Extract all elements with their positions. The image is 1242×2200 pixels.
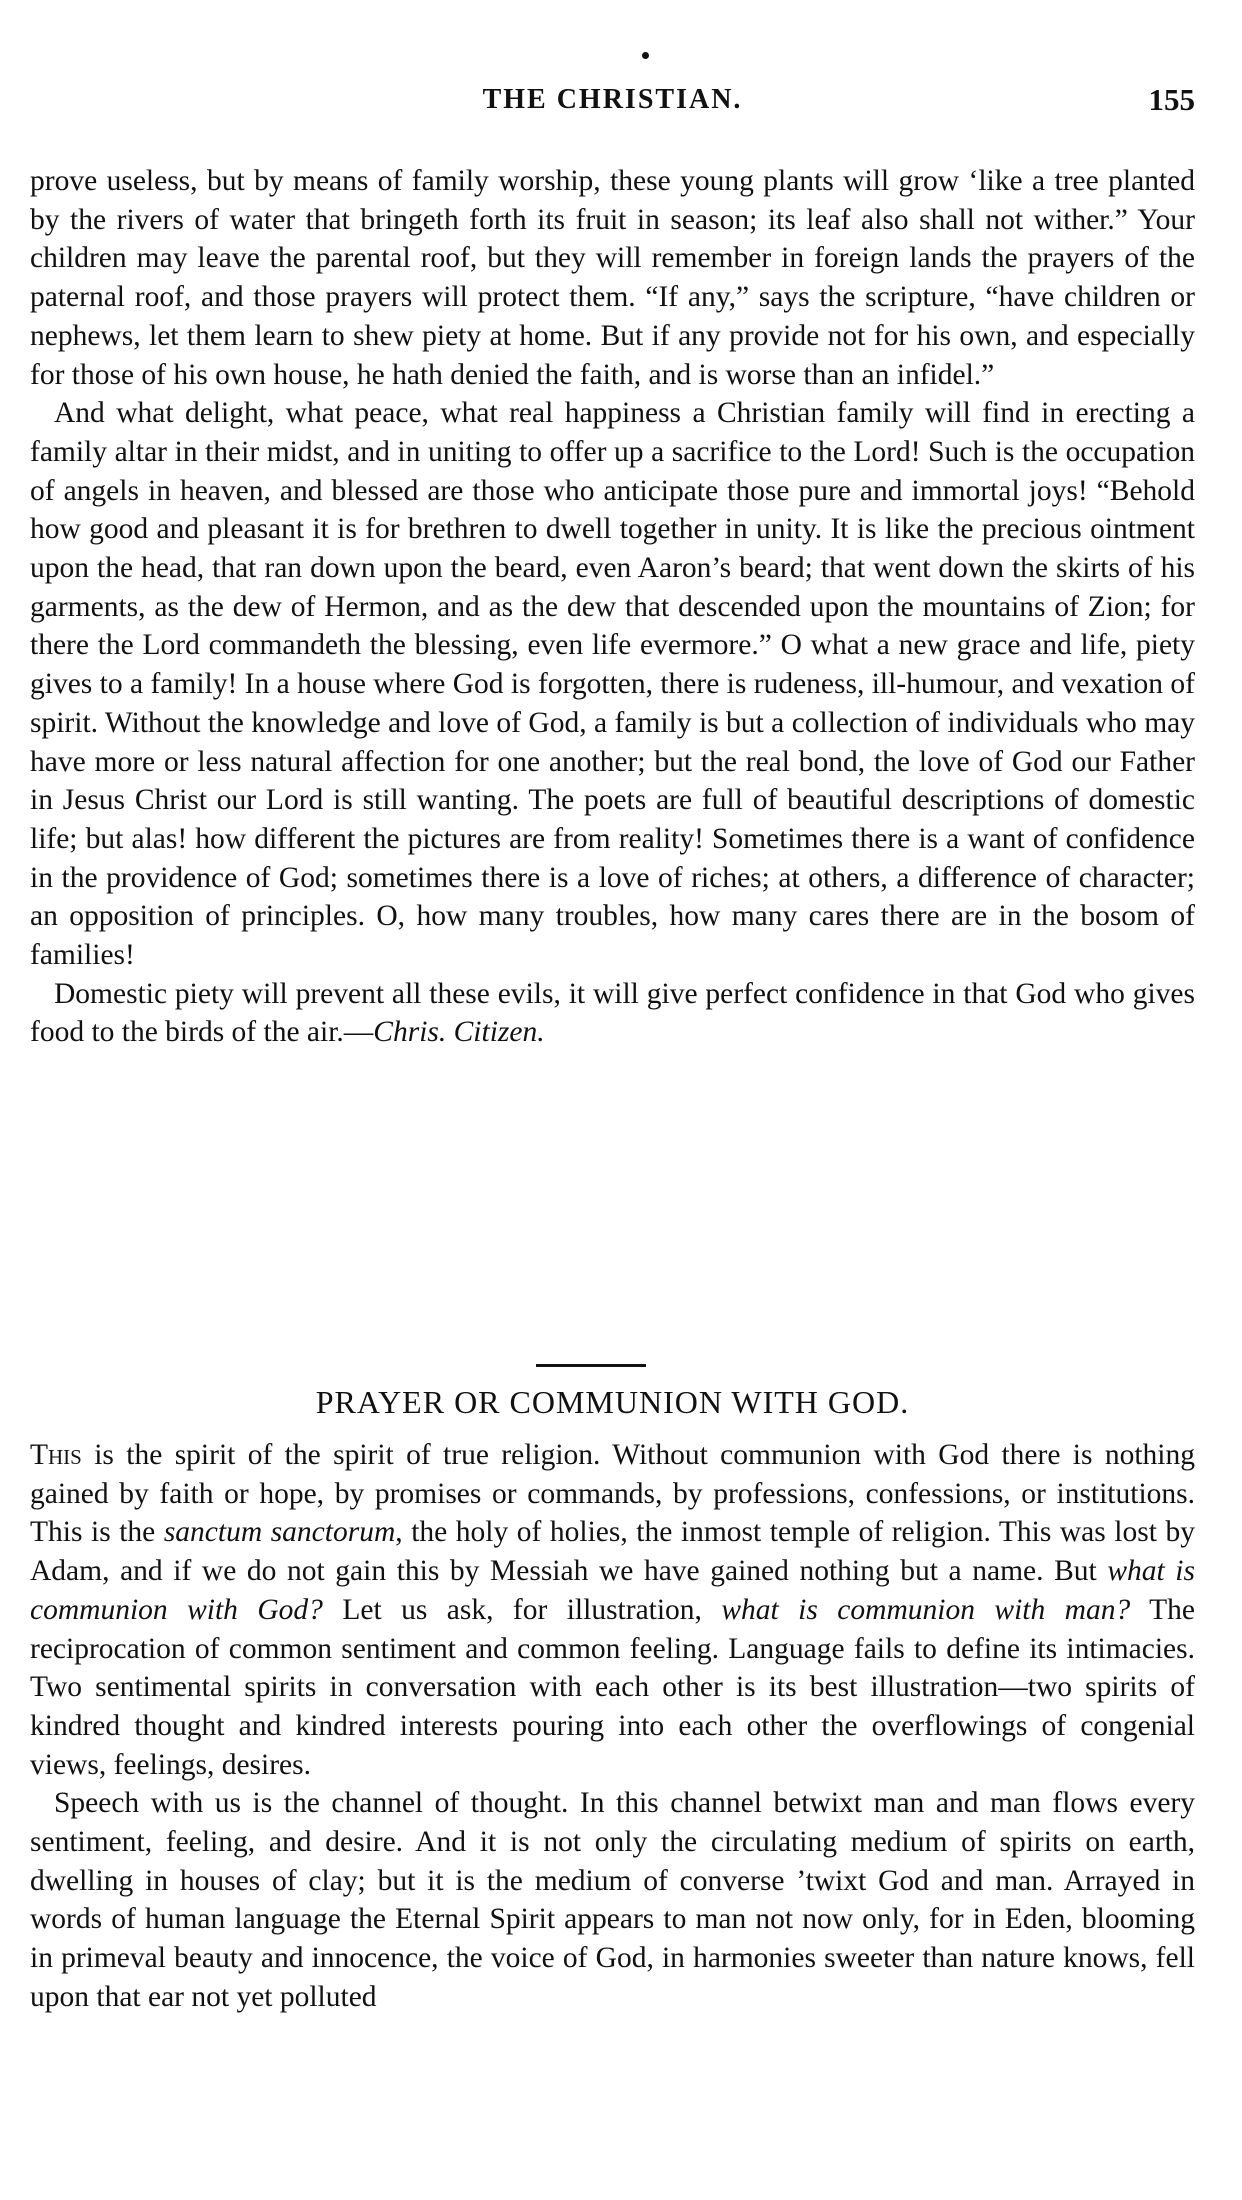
source-attribution: Chris. Citizen.: [373, 1016, 545, 1049]
paragraph-text: , the holy of holies, the inmost temple of religion. This was lost by Adam, and if we do not gain this by Messiah we have gained nothing but a name. But: [30, 1516, 1195, 1588]
article-domestic-piety: [30, 162, 1195, 1052]
article-prayer: [30, 1436, 1195, 2017]
page-header: [30, 84, 1195, 124]
paragraph-text: Domestic piety will prevent all these evils, it will give perfect confidence in that God who gives food to the birds of the air.—: [30, 977, 1195, 1049]
lead-word: This: [30, 1439, 82, 1471]
emphasis: what is communion with man?: [721, 1593, 1131, 1626]
page-number: 155: [1148, 82, 1195, 117]
paragraph: Speech with us is the channel of thought. In this channel betwixt man and man flows every sentiment, feeling, and desire. And it is not only the circulating medium of spirits on earth, dwelling in houses of clay; but it is the medium of converse ’twixt God and man. Arrayed in words of human language the Eternal Spirit appears to man not now only, for in Eden, blooming in primeval beauty and innocence, the voice of God, in harmonies sweeter than nature knows, fell upon that ear not yet polluted: [30, 1787, 1195, 2013]
section-heading: PRAYER OR COMMUNION WITH GOD.: [315, 1384, 910, 1420]
paragraph: prove useless, but by means of family worship, these young plants will grow ‘like a tree planted by the rivers of water that bringeth forth its fruit in season; its leaf also shall not wither.” Your children may leave the parental roof, but they will remember in foreign lands the prayers of the paternal roof, and those prayers will protect them. “If any,” says the scripture, “have children or nephews, let them learn to shew piety at home. But if any provide not for his own, and especially for those of his own house, he hath denied the faith, and is worse than an infidel.”: [30, 165, 1195, 391]
emphasis: what is communion with God?: [30, 1555, 1195, 1626]
paragraph-text: The reciprocation of common sentiment and common feeling. Language fails to define its intimacies. Two sentimental spirits in conversation with each other is its best illustration—two spirits of kindred thought and kindred interests pouring into each other the overflowings of congenial views, feelings, desires.: [30, 1593, 1195, 1781]
paragraph-text: is the spirit of the spirit of true religion. Without communion with God there is nothing gained by faith or hope, by promises or commands, by professions, confessions, or institutions. This is the: [30, 1439, 1195, 1549]
paragraph: And what delight, what peace, what real happiness a Christian family will find in erecting a family altar in their midst, and in uniting to offer up a sacrifice to the Lord! Such is the occupation of angels in heaven, and blessed are those who anticipate those pure and immortal joys! “Behold how good and pleasant it is for brethren to dwell together in unity. It is like the precious ointment upon the head, that ran down upon the beard, even Aaron’s beard; that went down the skirts of his garments, as the dew of Hermon, and as the dew that descended upon the mountains of Zion; for there the Lord commandeth the blessing, even life evermore.” O what a new grace and life, piety gives to a family! In a house where God is forgotten, there is rudeness, ill-humour, and vexation of spirit. Without the knowledge and love of God, a family is but a collection of individuals who may have more or less natural affection for one another; but the real bond, the love of God our Father in Jesus Christ our Lord is still wanting. The poets are full of beautiful descriptions of domestic life; but alas! how different the pictures are from reality! Sometimes there is a want of confidence in the providence of God; sometimes there is a love of riches; at others, a difference of character; an opposition of principles. O, how many troubles, how many cares there are in the bosom of families!: [30, 397, 1195, 972]
paragraph: [30, 1436, 1195, 1784]
emphasis: sanctum sanctorum: [163, 1516, 396, 1549]
paragraph-text: Let us ask, for illustration,: [322, 1593, 722, 1626]
printer-mark: [642, 52, 649, 59]
running-title: THE CHRISTIAN.: [482, 84, 743, 115]
section-divider: [536, 1364, 646, 1367]
paragraph: [30, 975, 1195, 1052]
